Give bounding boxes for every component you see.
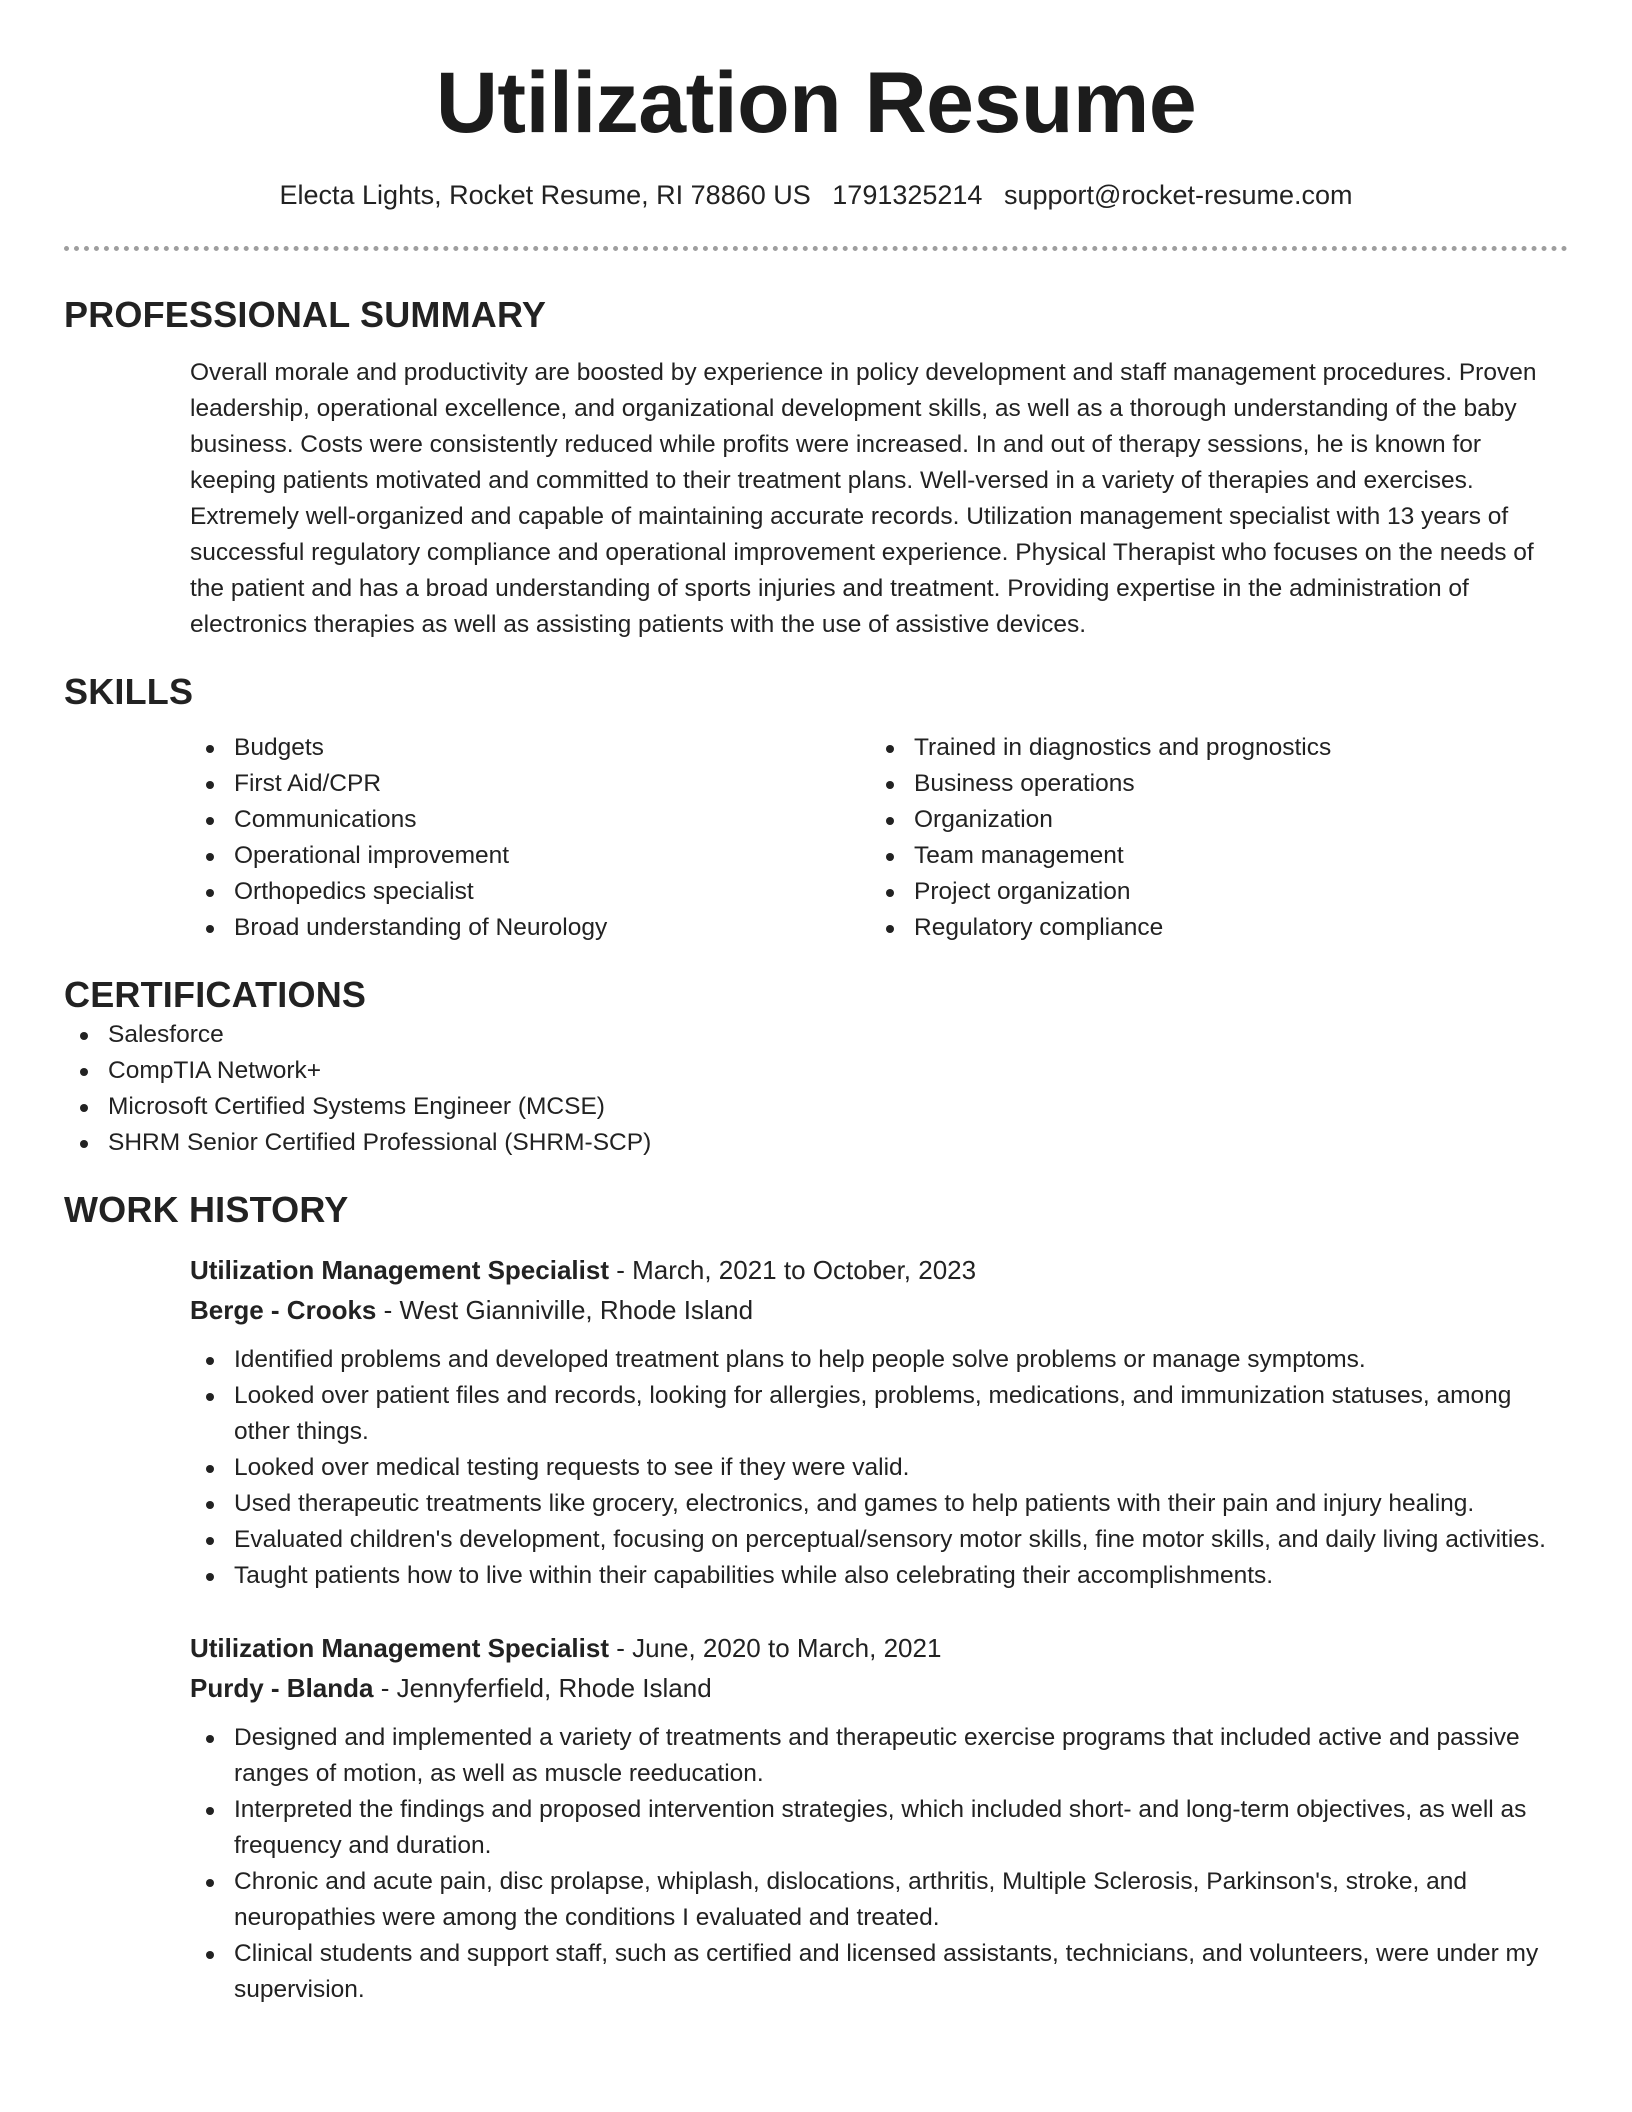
- job-bullets: [190, 1342, 1568, 1594]
- list-item: Microsoft Certified Systems Engineer (MCSE): [64, 1089, 1568, 1125]
- job-entry: [190, 1628, 1568, 2008]
- section-title-work-history: WORK HISTORY: [64, 1189, 349, 1231]
- list-item: Broad understanding of Neurology: [190, 910, 870, 946]
- list-item: Chronic and acute pain, disc prolapse, whiplash, dislocations, arthritis, Multiple Sclerosis, Parkinson's, stroke, and neuropathies were among the conditions I evaluated and treated.: [190, 1864, 1568, 1936]
- skills-section: [64, 670, 1568, 946]
- list-item: SHRM Senior Certified Professional (SHRM-SCP): [64, 1125, 1568, 1161]
- job-dates: June, 2020 to March, 2021: [632, 1633, 942, 1664]
- list-item: Interpreted the findings and proposed intervention strategies, which included short- and long-term objectives, as well as frequency and duration.: [190, 1792, 1568, 1864]
- job-location: West Gianniville, Rhode Island: [399, 1295, 754, 1326]
- contact-line: [64, 177, 1568, 213]
- job-company: Purdy - Blanda: [190, 1673, 374, 1704]
- list-item: Used therapeutic treatments like grocery, electronics, and games to help patients with their pain and injury healing.: [190, 1486, 1568, 1522]
- list-item: Taught patients how to live within their capabilities while also celebrating their accomplishments.: [190, 1558, 1568, 1594]
- job-location: Jennyferfield, Rhode Island: [396, 1673, 712, 1704]
- certifications-section: [64, 973, 1568, 1161]
- job-role: Utilization Management Specialist: [190, 1633, 609, 1664]
- list-item: Looked over patient files and records, looking for allergies, problems, medications, and immunization statuses, among other things.: [190, 1378, 1568, 1450]
- list-item: Salesforce: [64, 1017, 1568, 1053]
- job-company: Berge - Crooks: [190, 1295, 377, 1326]
- list-item: Identified problems and developed treatment plans to help people solve problems or manage symptoms.: [190, 1342, 1568, 1378]
- skills-list-left: [190, 730, 870, 946]
- section-title-certifications: CERTIFICATIONS: [64, 974, 367, 1016]
- section-title-skills: SKILLS: [64, 671, 194, 713]
- list-item: Team management: [870, 838, 1331, 874]
- contact-address: Electa Lights, Rocket Resume, RI 78860 US: [279, 180, 811, 211]
- list-item: CompTIA Network+: [64, 1053, 1568, 1089]
- list-item: Regulatory compliance: [870, 910, 1331, 946]
- job-role-line: Utilization Management Specialist - June, 2020 to March, 2021: [190, 1633, 942, 1664]
- list-item: Clinical students and support staff, such as certified and licensed assistants, technicians, and volunteers, were under my supervision.: [190, 1936, 1568, 2008]
- header-divider: [64, 246, 1568, 251]
- resume-title: Utilization Resume: [435, 55, 1197, 151]
- list-item: Budgets: [190, 730, 870, 766]
- list-item: Communications: [190, 802, 870, 838]
- list-item: Looked over medical testing requests to see if they were valid.: [190, 1450, 1568, 1486]
- list-item: Project organization: [870, 874, 1331, 910]
- list-item: Operational improvement: [190, 838, 870, 874]
- skills-columns: [190, 730, 1568, 946]
- job-entry: [190, 1250, 1568, 1594]
- list-item: Business operations: [870, 766, 1331, 802]
- job-company-line: Purdy - Blanda - Jennyferfield, Rhode Island: [190, 1673, 712, 1704]
- list-item: Orthopedics specialist: [190, 874, 870, 910]
- job-company-line: Berge - Crooks - West Gianniville, Rhode Island: [190, 1295, 754, 1326]
- list-item: Evaluated children's development, focusing on perceptual/sensory motor skills, fine motor skills, and daily living activities.: [190, 1522, 1568, 1558]
- list-item: First Aid/CPR: [190, 766, 870, 802]
- job-bullets: [190, 1720, 1568, 2008]
- contact-phone: 1791325214: [832, 180, 983, 211]
- section-title-summary: PROFESSIONAL SUMMARY: [64, 294, 547, 336]
- contact-email: support@rocket-resume.com: [1003, 180, 1353, 211]
- summary-text: Overall morale and productivity are boosted by experience in policy development and staff management procedures. Proven leadership, operational excellence, and organizational development skills, as well as a thorough understanding of the baby business. Costs were consistently reduced while profits were increased. In and out of therapy sessions, he is known for keeping patients motivated and committed to their treatment plans. Well-versed in a variety of therapies and exercises. Extremely well-organized and capable of maintaining accurate records. Utilization management specialist with 13 years of successful regulatory compliance and operational improvement experience. Physical Therapist who focuses on the needs of the patient and has a broad understanding of sports injuries and treatment. Providing expertise in the administration of electronics therapies as well as assisting patients with the use of assistive devices.: [190, 359, 1537, 639]
- professional-summary-section: [64, 293, 1568, 643]
- certifications-list: [64, 1017, 1568, 1161]
- work-history-section: [64, 1188, 1568, 2008]
- list-item: Designed and implemented a variety of treatments and therapeutic exercise programs that included active and passive ranges of motion, as well as muscle reeducation.: [190, 1720, 1568, 1792]
- job-role: Utilization Management Specialist: [190, 1255, 609, 1286]
- job-role-line: Utilization Management Specialist - March, 2021 to October, 2023: [190, 1255, 977, 1286]
- list-item: Organization: [870, 802, 1331, 838]
- list-item: Trained in diagnostics and prognostics: [870, 730, 1331, 766]
- skills-list-right: [870, 730, 1331, 946]
- job-dates: March, 2021 to October, 2023: [632, 1255, 977, 1286]
